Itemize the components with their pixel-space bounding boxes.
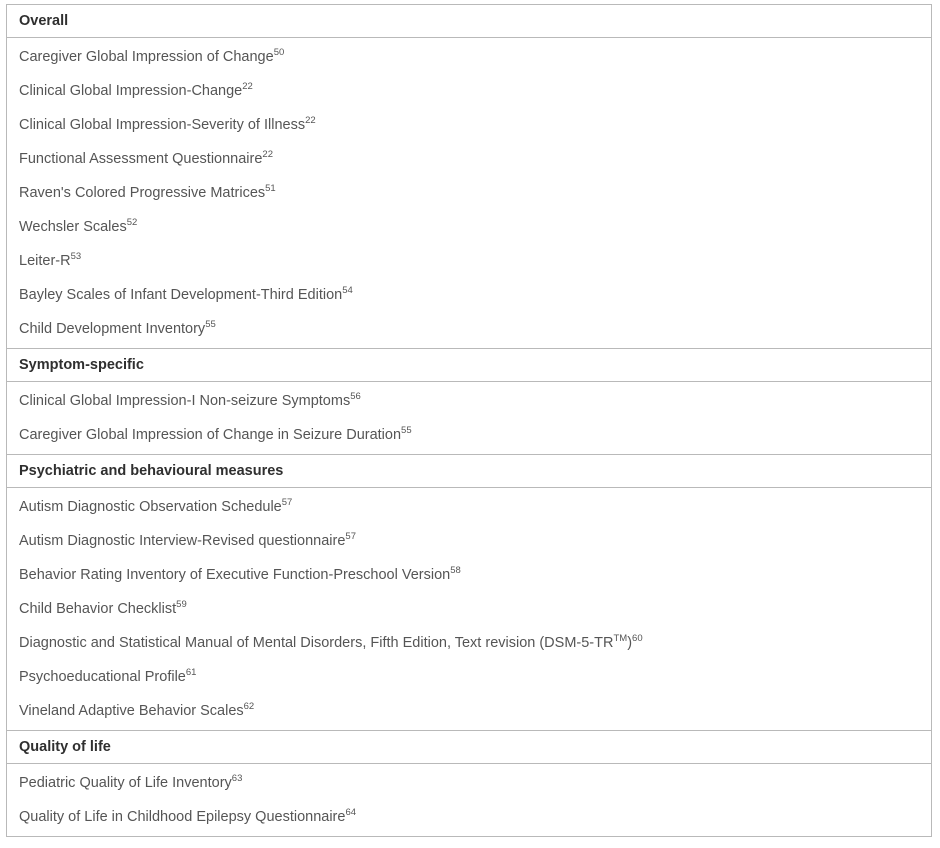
- measure-name: Caregiver Global Impression of Change in Seizure Duration: [19, 427, 402, 443]
- measure-label: [7, 108, 932, 142]
- reference-superscript: 64: [345, 807, 357, 819]
- measure-label: [7, 488, 932, 525]
- reference-superscript: 63: [231, 773, 243, 785]
- measure-label: [7, 312, 932, 349]
- measure-name: Clinical Global Impression-Severity of Illness: [19, 117, 306, 133]
- measure-label: [7, 142, 932, 176]
- section-header-row: [7, 5, 932, 38]
- reference-superscript: 22: [242, 81, 253, 93]
- reference-superscript: 60: [632, 633, 643, 645]
- measure-label: [7, 660, 932, 694]
- measure-row: [7, 108, 932, 142]
- measure-name: Caregiver Global Impression of Change: [19, 49, 274, 65]
- reference-superscript: 53: [70, 251, 82, 263]
- measure-label: [7, 244, 932, 278]
- section-header-label: Psychiatric and behavioural measures: [7, 455, 932, 488]
- measure-name: Diagnostic and Statistical Manual of Mental Disorders, Fifth Edition, Text revision (DSM-5-TR: [19, 635, 614, 651]
- measure-name-suffix: ): [627, 635, 633, 651]
- reference-superscript: 22: [262, 149, 273, 161]
- measure-name: Autism Diagnostic Interview-Revised questionnaire: [19, 533, 346, 549]
- measure-row: [7, 626, 932, 660]
- measure-name: Bayley Scales of Infant Development-Third Edition: [19, 287, 343, 303]
- reference-superscript: 22: [305, 115, 316, 127]
- reference-superscript: 61: [185, 667, 197, 679]
- measure-label: [7, 592, 932, 626]
- measure-row: [7, 244, 932, 278]
- measure-label: [7, 558, 932, 592]
- measure-label: [7, 382, 932, 419]
- measure-name: Child Development Inventory: [19, 321, 206, 337]
- measure-name: Quality of Life in Childhood Epilepsy Questionnaire: [19, 809, 346, 825]
- reference-superscript: 58: [450, 565, 461, 577]
- measure-row: [7, 142, 932, 176]
- measure-name: Psychoeducational Profile: [19, 669, 186, 685]
- measure-name: Wechsler Scales: [19, 219, 127, 235]
- measure-row: [7, 764, 932, 801]
- measure-label: [7, 38, 932, 75]
- reference-superscript: 59: [176, 599, 187, 611]
- reference-superscript: 51: [265, 183, 276, 195]
- measure-row: [7, 660, 932, 694]
- measure-name: Clinical Global Impression-I Non-seizure Symptoms: [19, 393, 351, 409]
- measure-label: [7, 278, 932, 312]
- measure-row: [7, 38, 932, 75]
- section-header-label: Quality of life: [7, 731, 932, 764]
- outcome-measures-table: [6, 4, 932, 837]
- measure-name: Raven's Colored Progressive Matrices: [19, 185, 266, 201]
- measure-row: [7, 278, 932, 312]
- reference-superscript: 52: [126, 217, 138, 229]
- section-header-label: Overall: [7, 5, 932, 38]
- measure-row: [7, 176, 932, 210]
- reference-superscript: 50: [273, 47, 285, 59]
- measure-name: Behavior Rating Inventory of Executive Function-Preschool Version: [19, 567, 451, 583]
- measure-name: Leiter-R: [19, 253, 71, 269]
- reference-superscript: 56: [350, 391, 361, 403]
- measure-row: [7, 418, 932, 455]
- measure-name: Functional Assessment Questionnaire: [19, 151, 263, 167]
- reference-superscript: 54: [342, 285, 353, 297]
- measure-row: [7, 558, 932, 592]
- measure-name: Pediatric Quality of Life Inventory: [19, 775, 232, 791]
- section-header-row: [7, 731, 932, 764]
- reference-superscript: 57: [281, 497, 293, 509]
- measure-row: [7, 382, 932, 419]
- measure-label: [7, 800, 932, 837]
- measure-label: [7, 176, 932, 210]
- measure-name: Vineland Adaptive Behavior Scales: [19, 703, 244, 719]
- measure-name: Child Behavior Checklist: [19, 601, 177, 617]
- measure-row: [7, 800, 932, 837]
- measure-row: [7, 74, 932, 108]
- measure-row: [7, 210, 932, 244]
- reference-superscript: 55: [401, 425, 412, 437]
- measure-label: [7, 210, 932, 244]
- measure-label: [7, 764, 932, 801]
- measure-row: [7, 524, 932, 558]
- section-header-label: Symptom-specific: [7, 349, 932, 382]
- measure-label: [7, 524, 932, 558]
- measure-row: [7, 592, 932, 626]
- reference-superscript: 55: [205, 319, 216, 331]
- section-header-row: [7, 455, 932, 488]
- reference-superscript: 62: [243, 701, 255, 713]
- measure-label: [7, 626, 932, 660]
- trademark-mark: TM: [613, 633, 628, 645]
- measure-row: [7, 694, 932, 731]
- measure-name: Autism Diagnostic Observation Schedule: [19, 499, 282, 515]
- table-body: [7, 5, 932, 837]
- measure-label: [7, 418, 932, 455]
- measure-name: Clinical Global Impression-Change: [19, 83, 243, 99]
- measure-row: [7, 488, 932, 525]
- reference-superscript: 57: [345, 531, 356, 543]
- section-header-row: [7, 349, 932, 382]
- measure-label: [7, 694, 932, 731]
- measure-row: [7, 312, 932, 349]
- measure-label: [7, 74, 932, 108]
